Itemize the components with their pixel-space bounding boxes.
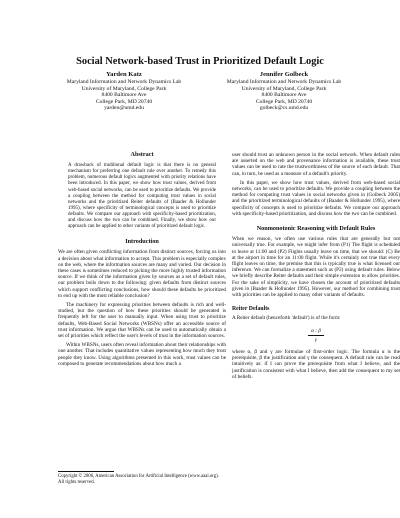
author-address: 8400 Baltimore Ave — [261, 92, 307, 99]
formula-denominator: γ — [314, 336, 318, 343]
body-paragraph: When we reason, we often use various rules that are generally but not universally true. For example, we might infer from (P1) The flight is scheduled to leave at 11:00 and (P2) Flights usually leave on time, that we should: (C) Be at the airport in time for an 11:00 flight. While it's certainly not true that every flight leaves on time, the premise that this is typically true is what licensed our inference. We can formalize a statement such as (P2) using default rules. Below we briefly describe Reiter defaults and their simple extension to allow priorities. For the sake of simplicity, we have chosen the account of prioritized defaults given in (Baader & Hollunder 1995). However, our method for combining trust with priorities can be applied to many other variants of defaults. — [232, 236, 400, 299]
author-city: College Park, MD 20740 — [255, 98, 313, 105]
author-affiliation: Maryland Information and Network Dynamics Lab — [66, 79, 182, 85]
copyright-text: Copyright © 2006, American Association for Artificial Intelligence (www.aaai.org). All rights reserved. — [58, 474, 219, 485]
abstract-heading: Abstract — [130, 151, 154, 158]
intro-paragraph: We are often given conflicting information from distinct sources, forcing us into a decision about what information to accept. This problem is especially complex on the web, where the information sources are many and varied. Our decision in these cases is sometimes reduced to picking the more highly trusted information source. If we think of the information given by sources as a set of default rules, our problem boils down to the following: given defaults from distinct sources which support conflicting conclusions, how should these defaults be prioritized to end up with the most reliable conclusion? — [58, 249, 226, 299]
author-affiliation: Maryland Information and Network Dynamics Lab — [226, 79, 342, 85]
introduction-heading: Introduction — [125, 238, 159, 246]
author-address: 8400 Baltimore Ave — [101, 92, 147, 99]
author-institution: University of Maryland, College Park — [81, 85, 167, 92]
body-paragraph: In this paper, we show how trust values, derived from web-based social networks, can be used to prioritize defaults. We provide a coupling between the method for computing trust values in social networks given in (Golbeck 2005) and the prioritized terminological defaults of (Baader & Hollunder 1995), where specificity of concepts is used to prioritize defaults. We compare our approach with specificity-based prioritization, and discuss how the two can be combined. — [232, 179, 400, 217]
author-name: Yarden Katz — [106, 71, 142, 78]
left-column — [58, 152, 226, 370]
author-block — [54, 71, 354, 112]
footnote-rule — [58, 471, 114, 472]
paper-title: Social Network-based Trust in Prioritized Default Logic — [76, 56, 324, 67]
intro-paragraph: The machinery for expressing priorities between defaults is rich and well-studied, but the question of how these priorities should be generated is frequently left for the user to manually input. When using trust to prioritize defaults, Web-Based Social Networks (WBSNs) offer an accessible source of trust information. We argue that WBSNs can be used to automatically obtain a set of priorities which reflect the user's levels of trust in the information sources. — [58, 302, 226, 340]
author-2 — [214, 71, 354, 112]
reiter-defaults-heading: Reiter Defaults — [232, 306, 270, 313]
author-email: yarden@umd.edu — [104, 105, 144, 112]
formula-numerator: α : β — [308, 328, 324, 336]
body-paragraph: A Reiter default (henceforth 'default') is of the form: — [232, 315, 341, 322]
nonmonotonic-heading: Nonmonotonic Reasoning with Default Rules — [256, 225, 376, 233]
default-rule-formula — [232, 328, 400, 343]
body-paragraph: user should trust an unknown person in the social network. When default rules are asserted on the web and provenance information is available, these trust values can be used to rate the trustworthiness of the source of each default. That can, in turn, be used as a measure of a default's priority. — [232, 152, 400, 177]
formula-fraction — [308, 328, 324, 343]
copyright-footnote — [58, 471, 226, 486]
right-column — [232, 152, 400, 383]
body-paragraph: where α, β and γ are formulae of first-order logic. The formula α is the prerequisite, β the justification and γ the consequent. A default rule can be read intuitively as: if I can prove the prerequisite from what I believe, and the justification is consistent with what I believe, then add the consequent to my set of beliefs. — [232, 349, 400, 380]
author-institution: University of Maryland, College Park — [241, 85, 327, 92]
author-city: College Park, MD 20740 — [95, 98, 153, 105]
author-1 — [54, 71, 194, 112]
abstract-text: A drawback of traditional default logic is that there is no general mechanism for preferring one default rule over another. To remedy this problem, numerous default logics augmented with priority relations have been introduced. In this paper, we show how trust values, derived from web-based social networks, can be used to prioritize defaults. We provide a coupling between the method for computing trust values in social networks and the prioritized Reiter defaults of (Baader & Hollunder 1995), where specificity of terminological concepts is used to prioritize defaults. We compare our approach with specificity-based prioritization, and discuss how the two can be combined. Finally, we show how our approach can be applied to other variants of prioritized default logic. — [68, 163, 216, 230]
author-name: Jennifer Golbeck — [259, 71, 309, 78]
author-email: golbeck@cs.umd.edu — [259, 105, 309, 112]
intro-paragraph: Within WBSNs, users often reveal information about their relationships with one another. That includes quantitative values representing how much they trust people they know. Using algorithms presented in this work, trust values can be composed to generate recommendations about how much a — [58, 342, 226, 367]
